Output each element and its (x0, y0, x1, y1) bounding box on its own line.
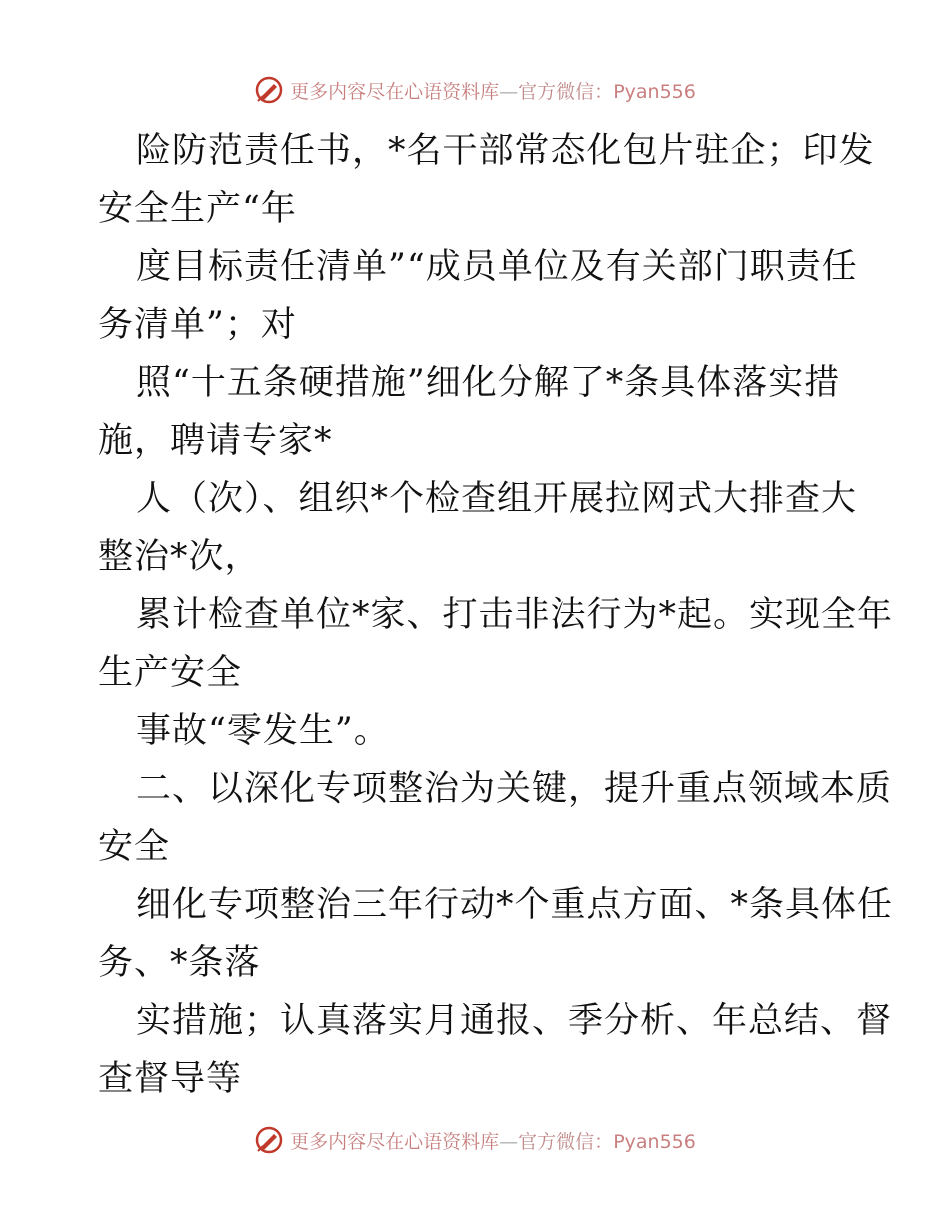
text-line: 整治*次， (98, 537, 261, 577)
logo-pen-icon (254, 75, 284, 105)
section-heading-line: 二、以深化专项整治为关键，提升重点领域本质 (136, 769, 893, 809)
watermark-separator: — (499, 80, 519, 103)
watermark-contact-label: 官方微信： (518, 1130, 614, 1153)
header-watermark-banner (0, 70, 950, 110)
watermark-main: 更多内容尽在心语资料库 (290, 80, 500, 103)
text-line: 务清单”；对 (98, 305, 297, 345)
watermark-text (290, 1127, 696, 1154)
text-line: 安全生产“年 (98, 189, 297, 229)
footer-watermark-banner (0, 1120, 950, 1160)
text-line: 事故“零发生”。 (136, 711, 390, 751)
watermark-contact-id: Pyan556 (613, 80, 696, 103)
text-line: 细化专项整治三年行动*个重点方面、*条具体任 (136, 885, 894, 925)
logo-pen-icon (254, 1125, 284, 1155)
watermark-main: 更多内容尽在心语资料库 (290, 1130, 500, 1153)
text-line: 实措施；认真落实月通报、季分析、年总结、督 (136, 1001, 893, 1041)
text-line: 生产安全 (98, 653, 243, 693)
text-line: 务、*条落 (98, 943, 261, 983)
text-line: 施，聘请专家* (98, 421, 333, 461)
watermark-contact-id: Pyan556 (613, 1130, 696, 1153)
text-line: 人（次）、组织*个检查组开展拉网式大排查大 (136, 479, 858, 519)
watermark-text (290, 77, 696, 104)
document-body (98, 122, 894, 1108)
text-line: 度目标责任清单”“成员单位及有关部门职责任 (136, 247, 858, 287)
text-line: 照“十五条硬措施”细化分解了*条具体落实措 (136, 363, 841, 403)
text-line: 险防范责任书，*名干部常态化包片驻企；印发 (136, 131, 875, 171)
text-line: 累计检查单位*家、打击非法行为*起。实现全年 (136, 595, 894, 635)
section-heading-line: 安全 (98, 827, 171, 867)
watermark-separator: — (499, 1130, 519, 1153)
text-line: 查督导等 (98, 1059, 243, 1099)
watermark-contact-label: 官方微信： (518, 80, 614, 103)
